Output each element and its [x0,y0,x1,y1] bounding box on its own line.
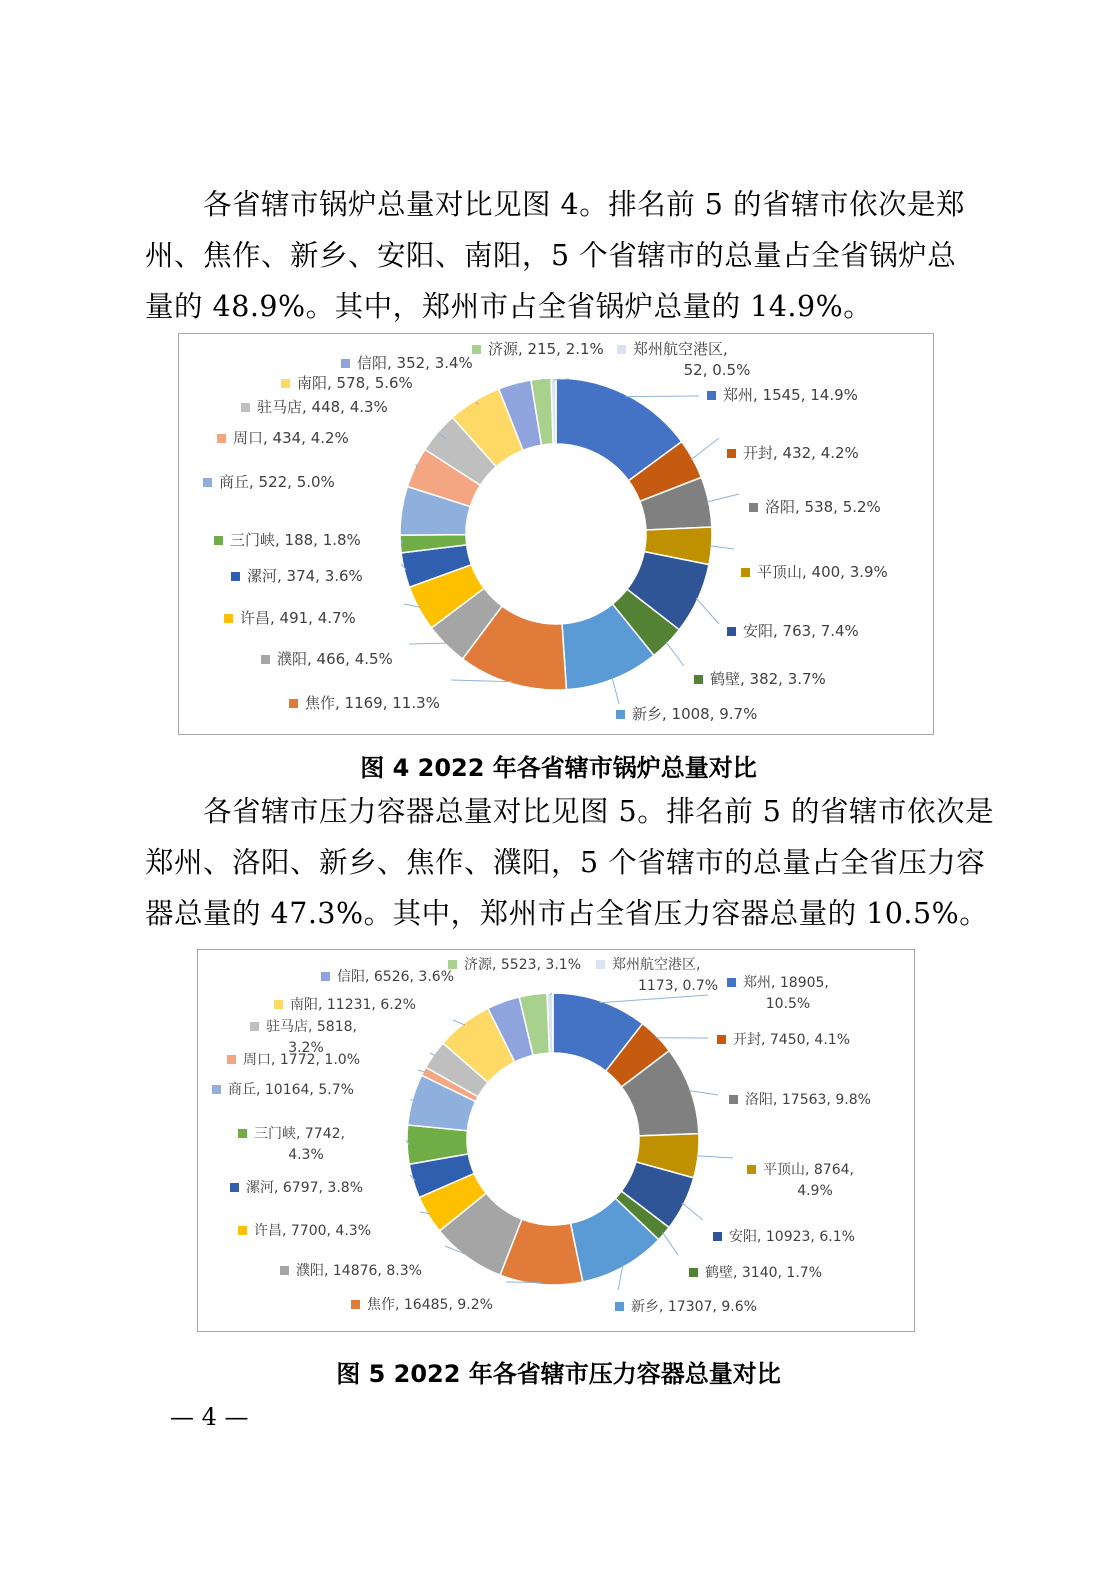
legend-marker [321,972,330,981]
data-label: 新乡, 1008, 9.7% [632,705,758,723]
legend-marker [741,568,750,577]
legend-marker [472,345,481,354]
data-label: 漯河, 374, 3.6% [247,567,363,585]
data-label: 三门峡, 7742, [254,1126,345,1142]
data-label: 52, 0.5% [683,361,751,379]
data-label: 平顶山, 8764, [763,1162,854,1178]
legend-marker [227,1055,236,1064]
boiler-donut-chart [178,333,934,735]
legend-marker [448,960,457,969]
paragraph-line: 器总量的 47.3%。其中，郑州市占全省压力容器总量的 10.5%。 [145,897,989,930]
leader-line [600,995,708,1003]
data-label: 郑州航空港区, [612,957,701,973]
data-label: 漯河, 6797, 3.8% [246,1180,363,1196]
paragraph-line: 郑州、洛阳、新乡、焦作、濮阳，5 个省辖市的总量占全省压力容 [145,846,986,879]
legend-marker [280,1266,289,1275]
legend-marker [212,1085,221,1094]
legend-marker [707,391,716,400]
legend-marker [727,449,736,458]
data-label: 平顶山, 400, 3.9% [757,563,888,581]
leader-line [663,1232,678,1255]
leader-line [626,396,699,397]
legend-marker [281,379,290,388]
pressure-vessel-donut-chart [197,949,915,1332]
leader-line [506,1282,541,1283]
legend-marker [250,1022,259,1031]
legend-marker [289,699,298,708]
data-label: 许昌, 7700, 4.3% [254,1223,371,1239]
data-label: 商丘, 522, 5.0% [219,473,335,491]
leader-line [696,598,719,624]
page-number: — 4 — [170,1403,249,1431]
data-label: 安阳, 10923, 6.1% [729,1229,855,1245]
leader-line [689,1091,718,1095]
legend-marker [241,403,250,412]
leader-line [710,546,734,549]
data-label: 郑州, 18905, [743,975,829,991]
leader-line [696,1156,733,1158]
leader-line [707,494,739,502]
data-label: 济源, 215, 2.1% [488,340,604,358]
data-label: 信阳, 352, 3.4% [357,354,473,372]
data-label: 安阳, 763, 7.4% [743,622,859,640]
data-label: 濮阳, 14876, 8.3% [296,1263,422,1279]
data-label: 驻马店, 448, 4.3% [257,398,388,416]
paragraph-line: 各省辖市压力容器总量对比见图 5。排名前 5 的省辖市依次是 [145,795,994,828]
legend-marker [203,478,212,487]
legend-marker [596,960,605,969]
legend-marker [616,710,625,719]
data-label: 南阳, 11231, 6.2% [290,997,416,1013]
data-label: 济源, 5523, 3.1% [464,957,581,973]
data-label: 新乡, 17307, 9.6% [631,1299,757,1315]
legend-marker [224,614,233,623]
data-label: 焦作, 1169, 11.3% [305,694,440,712]
data-label: 4.3% [288,1147,324,1163]
data-label: 南阳, 578, 5.6% [297,374,413,392]
legend-marker [689,1268,698,1277]
leader-line [682,1203,703,1220]
paragraph-line: 州、焦作、新乡、安阳、南阳，5 个省辖市的总量占全省锅炉总 [145,239,957,272]
data-label: 4.9% [797,1183,833,1199]
boiler-donut-svg [179,334,933,734]
data-label: 信阳, 6526, 3.6% [337,969,454,985]
data-label: 鹤壁, 382, 3.7% [710,670,826,688]
legend-marker [727,978,736,987]
legend-marker [617,345,626,354]
paragraph-line: 量的 48.9%。其中，郑州市占全省锅炉总量的 14.9%。 [145,290,873,323]
legend-marker [261,655,270,664]
legend-marker [694,675,703,684]
legend-marker [717,1035,726,1044]
legend-marker [217,434,226,443]
data-label: 郑州航空港区, [633,340,728,358]
data-label: 开封, 7450, 4.1% [733,1032,850,1048]
data-label: 濮阳, 466, 4.5% [277,650,393,668]
legend-marker [230,1183,239,1192]
legend-marker [729,1095,738,1104]
data-label: 许昌, 491, 4.7% [240,609,356,627]
data-label: 焦作, 16485, 9.2% [367,1297,493,1313]
leader-line [666,642,684,666]
legend-marker [727,627,736,636]
paragraph-pressure-vessels [145,786,994,939]
figure-4-caption: 图 4 2022 年各省辖市锅炉总量对比 [360,754,757,782]
legend-marker [713,1232,722,1241]
legend-marker [231,572,240,581]
data-label: 驻马店, 5818, [266,1019,357,1035]
data-label: 周口, 1772, 1.0% [243,1052,360,1068]
figure-5-caption: 图 5 2022 年各省辖市压力容器总量对比 [336,1360,781,1388]
data-label: 周口, 434, 4.2% [233,429,349,447]
data-label: 三门峡, 188, 1.8% [230,531,361,549]
legend-marker [351,1300,360,1309]
pressure-vessel-donut-svg [198,950,914,1331]
leader-line [612,677,619,704]
legend-marker [749,503,758,512]
paragraph-line: 各省辖市锅炉总量对比见图 4。排名前 5 的省辖市依次是郑 [145,188,965,221]
legend-marker [238,1226,247,1235]
data-label: 洛阳, 17563, 9.8% [745,1092,871,1108]
legend-marker [341,359,350,368]
data-label: 鹤壁, 3140, 1.7% [705,1265,822,1281]
data-label: 郑州, 1545, 14.9% [723,386,858,404]
data-label: 商丘, 10164, 5.7% [228,1082,354,1098]
data-label: 3.2% [288,1040,324,1056]
legend-marker [214,536,223,545]
legend-marker [747,1165,756,1174]
leader-line [691,438,719,460]
data-label: 开封, 432, 4.2% [743,444,859,462]
legend-marker [615,1302,624,1311]
leader-line [453,1020,465,1025]
data-label: 10.5% [765,996,811,1012]
legend-marker [274,1000,283,1009]
leader-line [409,643,447,644]
legend-marker [238,1129,247,1138]
paragraph-boilers [145,179,975,332]
data-label: 洛阳, 538, 5.2% [765,498,881,516]
data-label: 1173, 0.7% [637,978,719,994]
